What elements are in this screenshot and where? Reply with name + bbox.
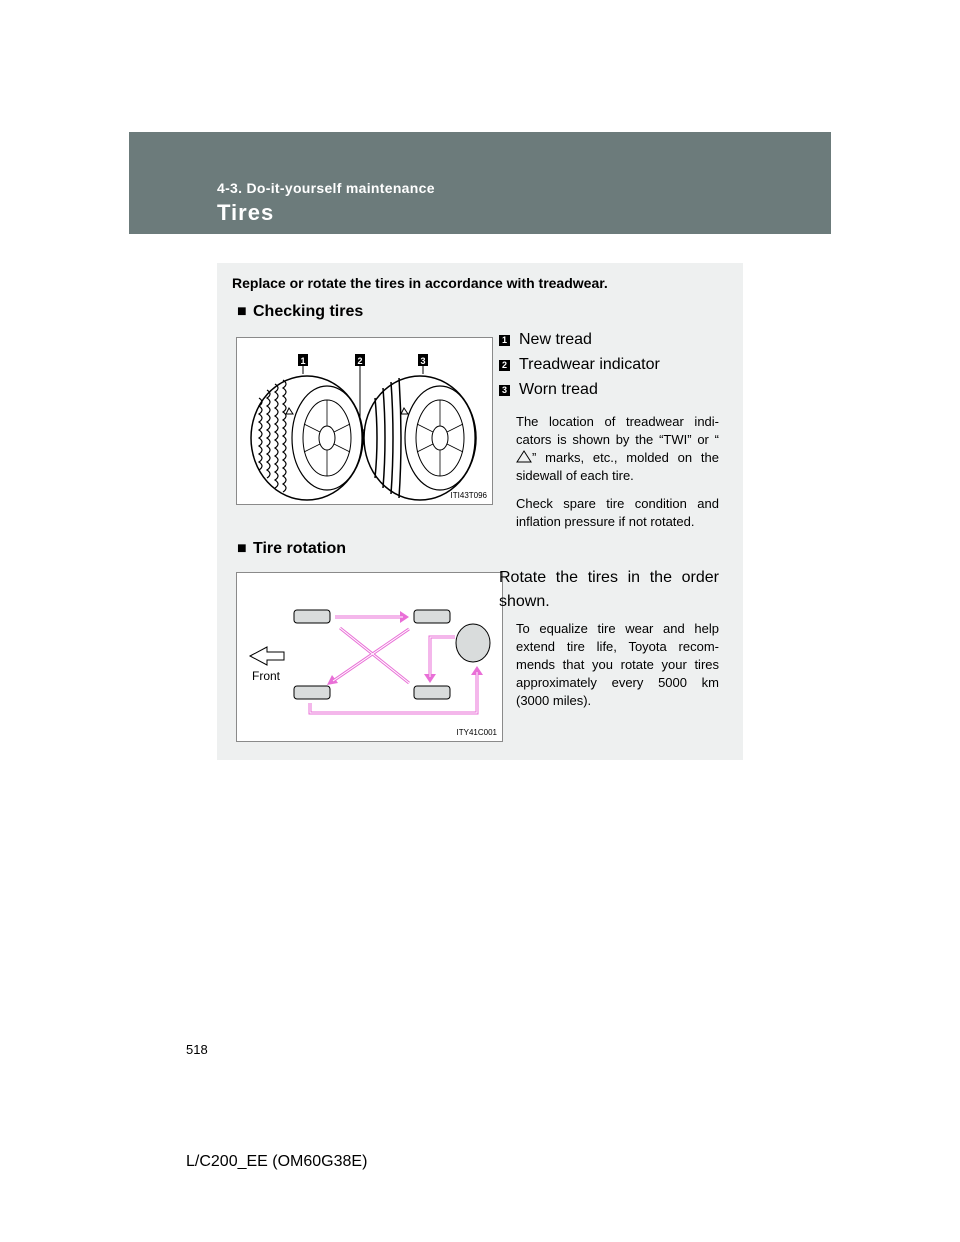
section-label: 4-3. Do-it-yourself maintenance (217, 180, 435, 196)
svg-text:1: 1 (300, 356, 306, 366)
bullet-icon: ■ (237, 540, 247, 557)
bullet-icon: ■ (237, 303, 247, 320)
figure-code: ITY41C001 (456, 728, 497, 737)
callout-new-tread (499, 331, 592, 349)
rotation-diagram (237, 573, 502, 741)
page-title: Tires (217, 200, 275, 225)
footer-code: L/C200_EE (OM60G38E) (186, 1153, 368, 1170)
tire-rotation-heading: ■ Tire rotation (237, 540, 347, 557)
callout-number: 1 (499, 335, 510, 346)
triangle-icon (516, 450, 532, 463)
spare-tire-note: Check spare tire condition and inflation pressure if not rotated. (516, 496, 719, 529)
callout-label: Worn tread (519, 381, 598, 398)
page-number: 518 (186, 1042, 208, 1057)
section-header (129, 132, 831, 234)
front-label: Front (252, 669, 281, 683)
twi-note: The location of treadwear indi-cators is shown by the “TWI” or “” marks, etc., molded on the sidewall of each tire. (516, 414, 719, 483)
callout-treadwear-indicator (499, 356, 660, 374)
callout-number: 2 (499, 360, 510, 371)
callout-label: Treadwear indicator (519, 356, 660, 373)
rotation-note: To equalize tire wear and help extend tire life, Toyota recom-mends that you rotate your tires approximately every 5000 km (3000 miles). (516, 621, 719, 708)
tread-figure (236, 337, 493, 505)
rotation-figure (236, 572, 503, 742)
rotation-lead: Rotate the tires in the order shown. (499, 569, 719, 610)
callout-worn-tread (499, 381, 598, 399)
callout-number: 3 (499, 385, 510, 396)
intro-text: Replace or rotate the tires in accordance with treadwear. (232, 275, 608, 291)
callout-label: New tread (519, 331, 592, 348)
tires-illustration (237, 338, 492, 504)
svg-text:2: 2 (357, 356, 363, 366)
checking-tires-heading: ■ Checking tires (237, 303, 364, 320)
content-panel (217, 263, 743, 760)
figure-code: ITI43T096 (450, 491, 487, 500)
svg-text:3: 3 (420, 356, 426, 366)
